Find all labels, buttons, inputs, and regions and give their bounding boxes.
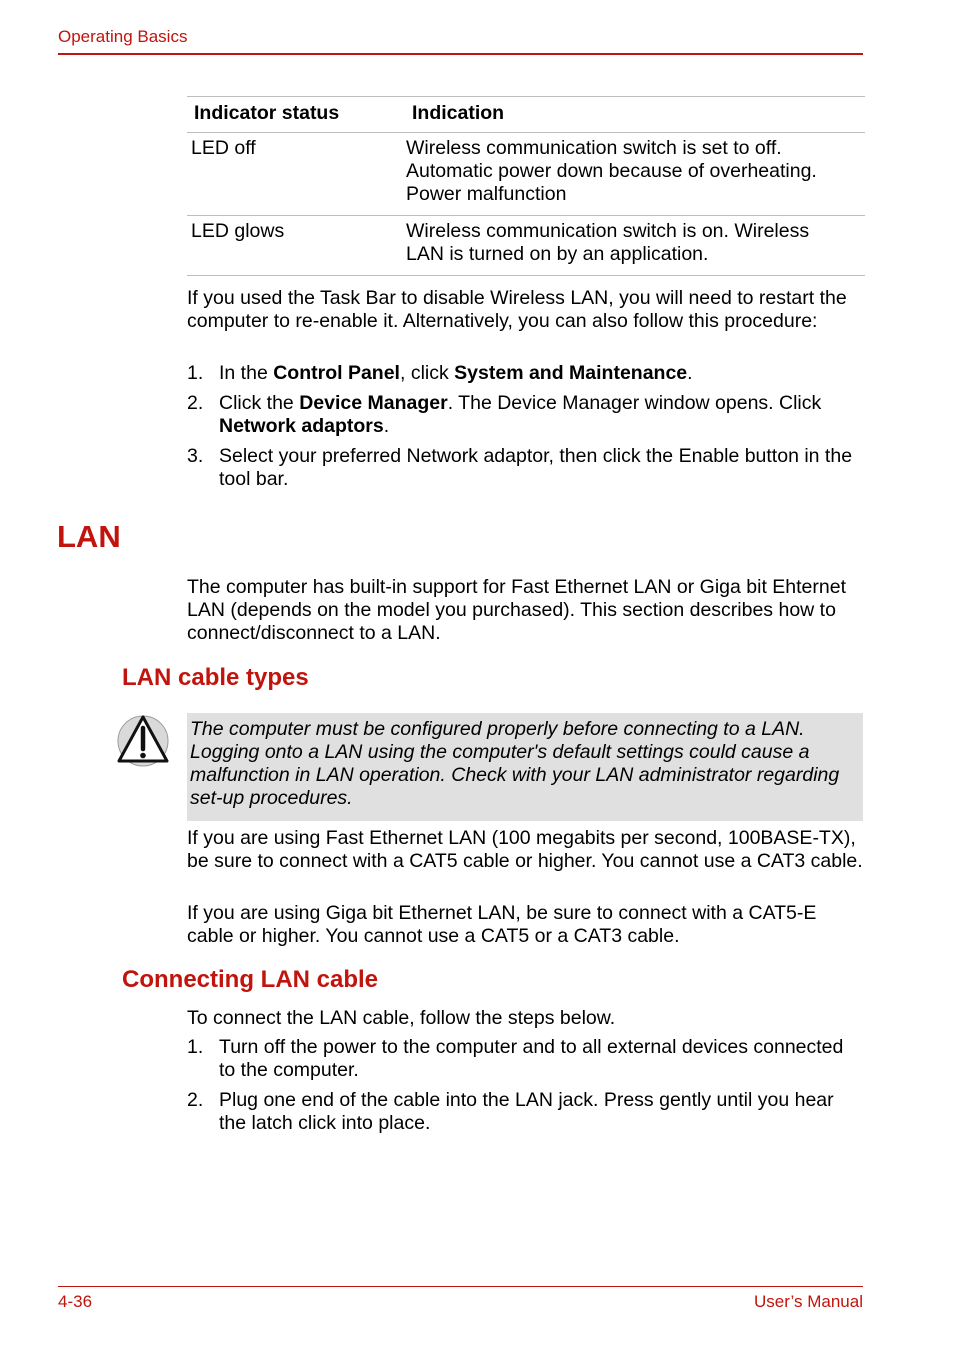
table-cell-indication — [406, 137, 865, 206]
list-text: Turn off the power to the computer and to all external devices connected to the computer. — [219, 1036, 844, 1081]
list-item — [187, 1036, 863, 1082]
list-number: 1. — [187, 1036, 204, 1058]
list-item — [187, 362, 863, 385]
list-number: 2. — [187, 1089, 204, 1111]
connecting-steps-list — [187, 1036, 863, 1142]
header-rule — [58, 53, 863, 55]
ui-term: Device Manager — [299, 392, 448, 414]
table-cell-indication — [406, 220, 865, 266]
page-number: 4-36 — [58, 1292, 93, 1311]
table-cell-status: LED glows — [191, 220, 285, 242]
subheading-connecting-lan-cable: Connecting LAN cable — [122, 966, 379, 993]
list-number: 1. — [187, 362, 204, 384]
table-header-status: Indicator status — [194, 102, 340, 124]
list-number: 2. — [187, 392, 204, 414]
caution-triangle-icon — [116, 713, 170, 767]
indication-line: Power malfunction — [406, 183, 567, 205]
list-item — [187, 445, 863, 491]
footer-rule — [58, 1286, 863, 1287]
table-row — [187, 216, 865, 275]
ui-term: System and Maintenance — [454, 362, 688, 384]
caution-note-text: The computer must be configured properly before connecting to a LAN. Logging onto a LAN using the computer's default settings could cause a malfunction in LAN operation. Check with your LAN administrator regarding set-up procedures. — [190, 718, 840, 809]
manual-title: User’s Manual — [754, 1292, 863, 1311]
intro-paragraph: If you used the Task Bar to disable Wireless LAN, you will need to restart the computer to re-enable it. Alternatively, you can also follow this procedure: — [187, 287, 847, 332]
table-header-indication: Indication — [412, 102, 505, 124]
list-number: 3. — [187, 445, 204, 467]
indication-line: LAN is turned on by an application. — [406, 243, 709, 265]
list-item — [187, 1089, 863, 1135]
table-row — [187, 133, 865, 215]
ui-term: Control Panel — [273, 362, 400, 384]
list-text: Select your preferred Network adaptor, then click the Enable button in the tool bar. — [219, 445, 853, 490]
table-header-row — [187, 97, 865, 132]
list-item — [187, 392, 863, 438]
indication-line: Wireless communication switch is set to off. — [406, 137, 782, 159]
table-rule — [187, 275, 865, 276]
list-text: Click the Device Manager. The Device Manager window opens. Click Network adaptors. — [219, 392, 822, 437]
procedure-list — [187, 362, 863, 498]
indication-line: Automatic power down because of overheating. — [406, 160, 817, 182]
indicator-table — [187, 96, 865, 276]
indication-line: Wireless communication switch is on. Wireless — [406, 220, 810, 242]
section-heading-lan: LAN — [57, 519, 121, 554]
list-text: Plug one end of the cable into the LAN jack. Press gently until you hear the latch click into place. — [219, 1089, 834, 1134]
connecting-intro: To connect the LAN cable, follow the steps below. — [187, 1007, 616, 1029]
subheading-lan-cable-types: LAN cable types — [122, 664, 309, 691]
running-header: Operating Basics — [58, 27, 188, 46]
ui-term: Network adaptors — [219, 415, 384, 437]
giga-ethernet-paragraph: If you are using Giga bit Ethernet LAN, be sure to connect with a CAT5-E cable or higher. You cannot use a CAT5 or a CAT3 cable. — [187, 902, 817, 947]
table-cell-status: LED off — [191, 137, 256, 159]
lan-description: The computer has built-in support for Fast Ethernet LAN or Giga bit Ehternet LAN (depends on the model you purchased). This section describes how to connect/disconnect to a LAN. — [187, 576, 846, 644]
fast-ethernet-paragraph: If you are using Fast Ethernet LAN (100 megabits per second, 100BASE-TX), be sure to connect with a CAT5 cable or higher. You cannot use a CAT3 cable. — [187, 827, 863, 872]
list-text: In the Control Panel, click System and Maintenance. — [219, 362, 693, 384]
